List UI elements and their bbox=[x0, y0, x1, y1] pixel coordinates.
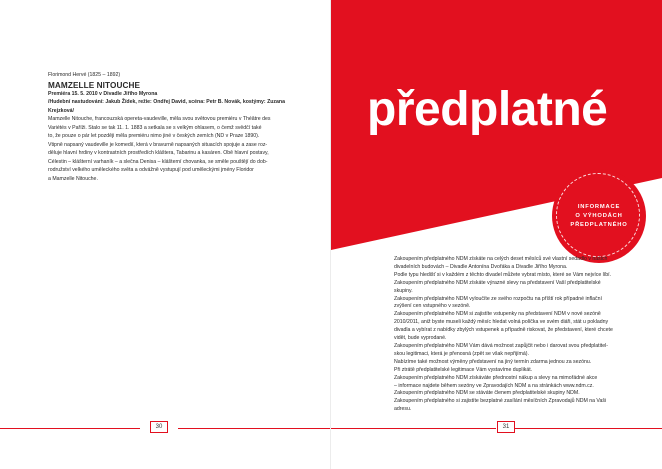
body-line: vidět, bude vyprodané. bbox=[394, 335, 447, 342]
badge-text bbox=[564, 203, 634, 230]
body-line: Zakoupením předplatného NDM získáte na celých deset měsíců své vlastní sedadlo v našich bbox=[394, 256, 608, 262]
body-line: Vtipně napsaný vaudeville je komedií, která v bravurně napsaných situacích spojuje a zase roz- bbox=[48, 141, 268, 148]
footer-rule-left bbox=[0, 428, 140, 429]
body-line: Nabízíme také možnost výměny představení na jiný termín zdarma jednou za sezónu. bbox=[394, 358, 592, 365]
headline: předplatné bbox=[367, 83, 608, 136]
body-line: Zakoupením předplatného NDM vyloučíte ze svého rozpočtu na příští rok případné inflační bbox=[394, 295, 602, 302]
badge-line: PŘEDPLATNÉHO bbox=[570, 221, 628, 228]
body-line: Zakoupením předplatného si zajistíte bezplatné zasílání měsíčních Zpravodajů NDM na Vaši bbox=[394, 398, 607, 405]
badge-line: O VÝHODÁCH bbox=[575, 212, 623, 219]
body-line: Při ztrátě předplatitelské legitimace Vám vystavíme duplikát. bbox=[394, 366, 533, 373]
body-line: Zakoupením předplatného NDM získáte výrazné slevy na představení Vaší předplatitelské bbox=[394, 279, 601, 286]
show-title: MAMZELLE NITOUCHE bbox=[48, 80, 141, 90]
body-line: Zakoupením předplatného NDM získáváte přednostní nákup a slevy na mimořádné akce bbox=[394, 374, 598, 381]
body-line: Zakoupením předplatného NDM si zajistíte vstupenky na představení NDM v nové sezóně bbox=[394, 311, 601, 318]
badge-line: INFORMACE bbox=[577, 203, 621, 210]
footer-rule-right bbox=[331, 428, 496, 429]
footer-rule-right-tail bbox=[515, 428, 662, 429]
body-line: skupiny. bbox=[394, 287, 413, 294]
body-line: adresu. bbox=[394, 406, 412, 413]
right-page bbox=[331, 0, 662, 469]
body-line: Zakoupením předplatného NDM Vám dává možnost zapůjčit nebo i darovat svou předplatitel- bbox=[394, 342, 608, 349]
credits-line: /Hudební nastudování: Jakub Žídek, režie: Ondřej David, scéna: Petr B. Novák, kostýmy: Zuzana Krejzková/ bbox=[48, 99, 285, 114]
body-line: rodružství velkého uměleckého světa a odvážně vystupují pod uměleckými jmény Floridor bbox=[48, 167, 254, 173]
body-line: skou legitimaci, která je přenosná (zpět se však nepřijímá). bbox=[394, 350, 529, 357]
footer-rule-left-tail bbox=[178, 428, 331, 429]
body-line: děluje hlavní hrdiny v kontrastních prostředích kláštera, Tabarinu a kasáren. Obě hlavní postavy, bbox=[48, 150, 269, 156]
author-line: Florimond Hervé (1825 – 1892) bbox=[48, 72, 121, 78]
body-line: Podle typu hledišť si v každém z těchto divadel můžete vybrat místo, které se Vám nejvíce líbí. bbox=[394, 271, 612, 278]
body-line: to, že pouze o pár let později měla premiéru nimo jiné v českých zemích (ND v Praze 1890). bbox=[48, 133, 260, 139]
body-line: Zakoupením předplatného NDM se stáváte členem předplatitelské skupiny NDM. bbox=[394, 390, 580, 397]
body-line: a Mamzelle Nitouche. bbox=[48, 175, 98, 182]
body-line: divadla a vybírat z nabídky zbylých vstupenek a případně riskovat, že představení, které chcete bbox=[394, 327, 613, 334]
body-line: zvýšení cen vstupného v sezóně. bbox=[394, 303, 471, 310]
body-line: 2010/2011, aniž byste museli každý měsíc hledat volná políčka ve svém diáři, stát u pokladny bbox=[394, 319, 609, 326]
page-number-right: 31 bbox=[497, 421, 515, 433]
right-page-text bbox=[394, 256, 638, 414]
info-badge bbox=[552, 169, 646, 263]
body-line: divadelních budovách – Divadle Antonína Dvořáka a Divadle Jiřího Myrona. bbox=[394, 263, 568, 270]
premiere-line: Premiéra 15. 5. 2010 v Divadle Jiřího Myrona bbox=[48, 90, 158, 97]
body-line: – informace najdete během sezóny ve Zpravodajích NDM a na stránkách www.ndm.cz. bbox=[394, 382, 594, 389]
page-number-left: 30 bbox=[150, 421, 168, 433]
body-line: Mamzelle Nitouche, francouzská opereta-vaudeville, měla svou světovou premiéru v Théâtre des bbox=[48, 116, 271, 122]
body-line: Variétés v Paříži. Stalo se tak 11. 1. 1883 a setkala se s velkým ohlasem, o čemž svědčí také bbox=[48, 124, 262, 131]
left-page-text bbox=[48, 71, 310, 183]
body-line: Célestin – klášterní varhaník – a slečna Denisa – klášterní chovanka, se směle pouštějí do dob- bbox=[48, 158, 268, 165]
